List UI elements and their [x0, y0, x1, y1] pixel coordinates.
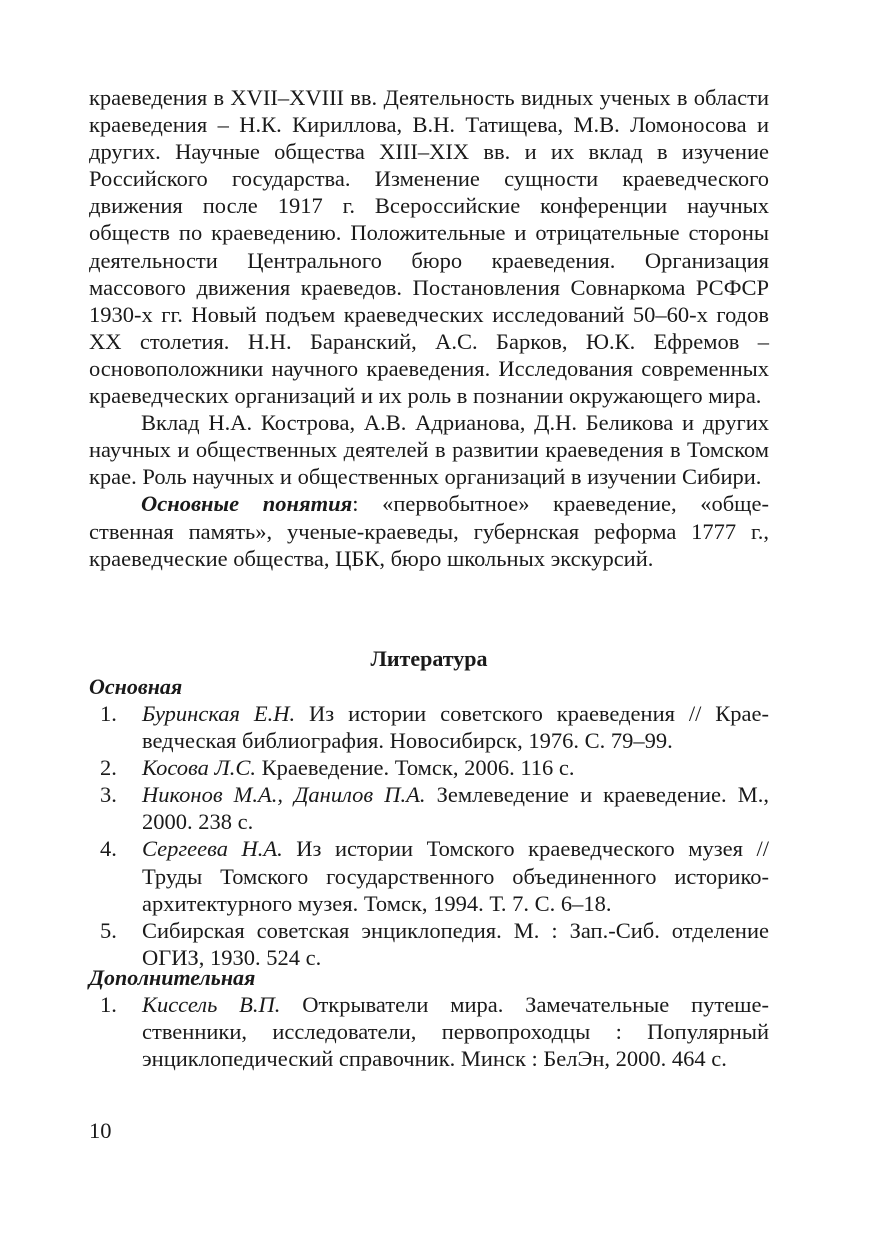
- additional-literature-list: [89, 991, 769, 1072]
- page-number: 10: [89, 1118, 112, 1143]
- key-concepts-paragraph: [89, 490, 769, 571]
- body-text: [89, 84, 769, 572]
- key-concepts-text: : «первобытное» краеведение, «общественная память», ученые-краеведы, губернская реформа 1777 г., краеведческие общества, ЦБК, бюро школьных экскурсий.: [89, 491, 769, 571]
- reference-item: 3. Никонов М.А., Данилов П.А. Землеведение и краеведение. М., 2000. 238 с.: [100, 782, 769, 835]
- reference-item: 2. Косова Л.С. Краеведение. Томск, 2006. 116 с.: [100, 755, 575, 781]
- paragraph-2: Вклад Н.А. Кострова, А.В. Адрианова, Д.Н. Беликова и других научных и общественных деятелей в развитии краеведения в Томском крае. Роль научных и общественных организаций в изучении Сибири.: [89, 410, 769, 490]
- main-literature-list: [89, 700, 769, 971]
- key-concepts-label: Основные понятия: [141, 491, 353, 517]
- reference-item: 5. Сибирская советская энциклопедия. М. : Зап.-Сиб. отделение ОГИЗ, 1930. 524 с.: [100, 917, 769, 970]
- reference-item: 4. Сергеева Н.А. Из истории Томского краеведческого музея // Труды Томского государственного объединенного историко-архитектурного музея. Томск, 1994. Т. 7. С. 6–18.: [100, 836, 769, 916]
- paragraph-1: краеведения в XVII–XVIII вв. Деятельность видных ученых в области краеведения – Н.К. Кириллова, В.Н. Татищева, М.В. Ломоносова и других. Научные общества XIII–XIX вв. и их вклад в изучение Российского государства. Изменение сущности краеведческого движения после 1917 г. Всероссийские конференции научных обществ по краеведению. Положительные и отрицательные стороны деятельности Центрального бюро краеведения. Организация массового движения краеведов. Постановления Совнаркома РСФСР 1930-х гг. Новый подъем краеведческих исследований 50–60-х годов XX столетия. Н.Н. Баранский, А.С. Барков, Ю.К. Ефремов – основоположники научного краеведения. Исследования современных краеведческих организаций и их роль в познании окружающего мира.: [89, 85, 769, 409]
- literature-heading: Литература: [370, 646, 488, 671]
- reference-item: 1. Киссель В.П. Открыватели мира. Замечательные путешественники, исследователи, первопроходцы : Популярный энциклопедический справочник. Минск : БелЭн, 2000. 464 с.: [100, 992, 769, 1072]
- main-literature-label: Основная: [89, 674, 183, 699]
- additional-literature-label: Дополнительная: [89, 965, 256, 990]
- reference-item: 1. Буринская Е.Н. Из истории советского краеведения // Краеведческая библиография. Новосибирск, 1976. С. 79–99.: [100, 701, 769, 754]
